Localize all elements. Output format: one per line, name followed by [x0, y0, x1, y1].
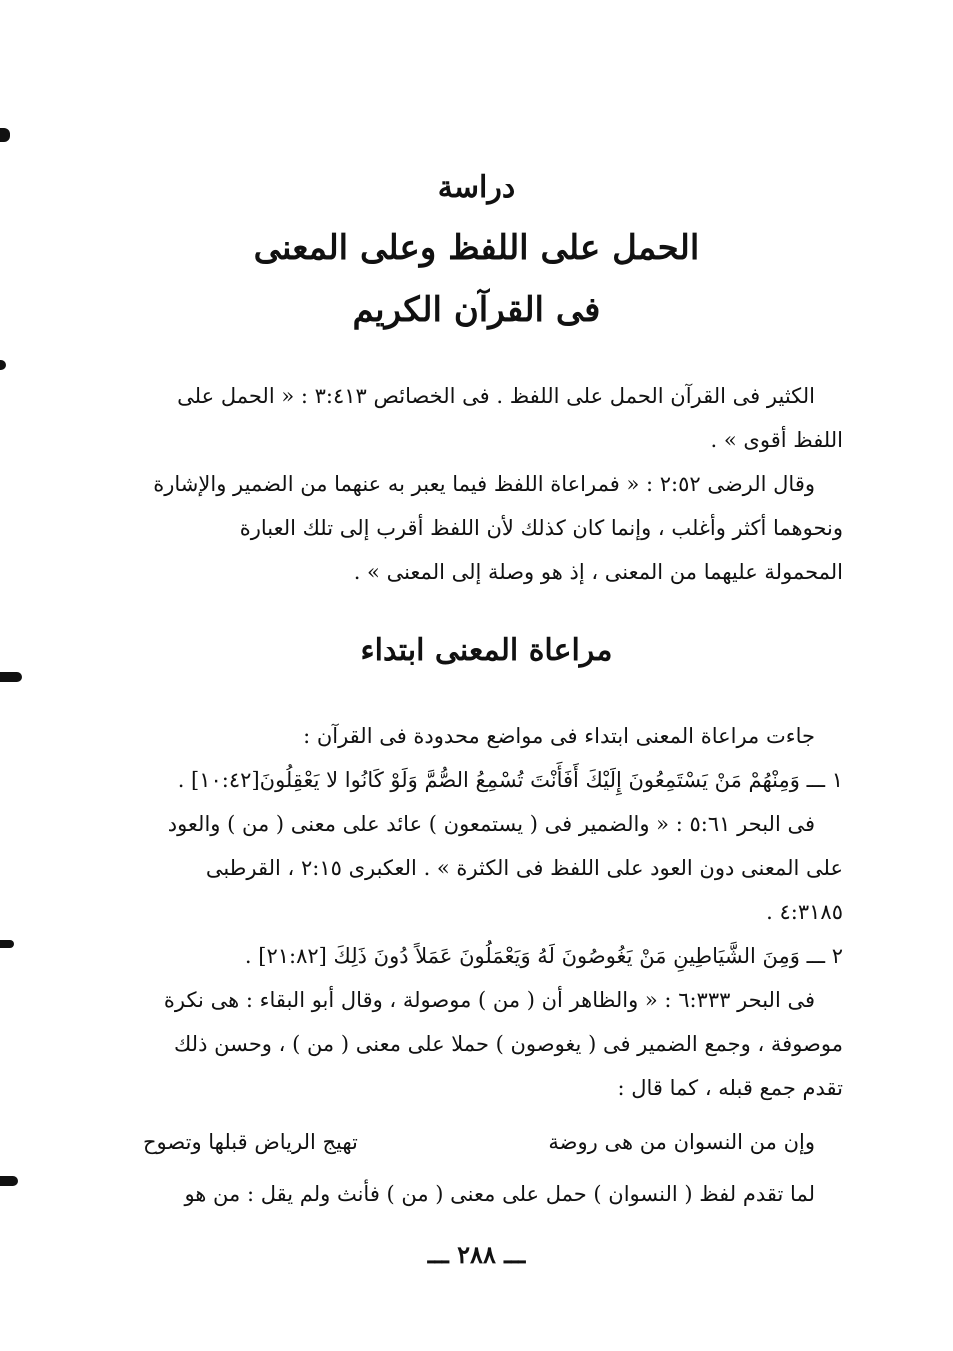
binding-mark: [0, 1176, 18, 1186]
text-line: المحمولة عليهما من المعنى ، إذ هو وصلة إلى المعنى » .: [353, 560, 843, 584]
poem-hemistich-first: وإن من النسوان من هى روضة: [548, 1130, 815, 1154]
quran-verse: ٢ ـــ وَمِنَ الشَّيَاطِينِ مَنْ يَغُوصُونَ لَهُ وَيَعْمَلُونَ عَمَلاً دُونَ ذَلِكَ [٢١:٨٢] .: [244, 944, 843, 968]
page-number: ـــ ٢٨٨ ـــ: [427, 1240, 526, 1269]
text-line: لما تقدم لفظ ( النسوان ) حمل على معنى ( من ) فأنث ولم يقل : من هو: [184, 1182, 815, 1206]
text-line: ونحوهما أكثر وأغلب ، وإنما كان كذلك لأن اللفظ أقرب إلى تلك العبارة: [239, 516, 843, 540]
text-line: فى البحر ٥:٦١ : « والضمير فى ( يستمعون ) عائد على معنى ( من ) والعود: [167, 812, 815, 836]
quran-verse: ١ ـــ وَمِنْهُمْ مَنْ يَسْتَمِعُونَ إِلَيْكَ أَفَأَنْتَ تُسْمِعُ الصُّمَّ وَلَوْ كَانُوا لا يَعْقِلُونَ[١٠:٤٢] .: [177, 768, 843, 792]
text-line: على المعنى دون العود على اللفظ فى الكثرة » . العكبرى ٢:١٥ ، القرطبى: [205, 856, 843, 880]
binding-mark: [0, 672, 22, 682]
poem-hemistich-second: تهيج الرياض قبلها وتصوح: [143, 1130, 358, 1154]
page-title-main: الحمل على اللفظ وعلى المعنى: [253, 228, 700, 268]
text-line: ٤:٣١٨٥ .: [766, 900, 843, 924]
section-body: [118, 714, 843, 1110]
binding-mark: [0, 360, 6, 370]
closing-paragraph: [118, 1172, 843, 1216]
section-heading: مراعاة المعنى ابتداء: [360, 633, 613, 668]
binding-mark: [0, 940, 14, 948]
text-line: وقال الرضى ٢:٥٢ : « فمراعاة اللفظ فيما يعبر به عنهما من الضمير والإشارة: [153, 472, 815, 496]
text-line: جاءت مراعاة المعنى ابتداء فى مواضع محدودة فى القرآن :: [303, 724, 815, 748]
text-line: موصوفة ، وجمع الضمير فى ( يغوصون ) حملا على معنى ( من ) ، وحسن ذلك: [173, 1032, 843, 1056]
binding-mark: [0, 128, 10, 142]
intro-paragraph: [118, 374, 843, 594]
page-title-sub: فى القرآن الكريم: [352, 290, 601, 330]
text-line: الكثير فى القرآن الحمل على اللفظ . فى الخصائص ٣:٤١٣ : « الحمل على: [177, 384, 815, 408]
text-line: فى البحر ٦:٣٣٣ : « والظاهر أن ( من ) موصولة ، وقال أبو البقاء : هى نكرة: [163, 988, 815, 1012]
text-line: اللفظ أقوى » .: [710, 428, 843, 452]
page-title-study: دراسة: [437, 170, 516, 205]
text-line: تقدم جمع قبله ، كما قال :: [617, 1076, 843, 1100]
poem-verse: [143, 1130, 843, 1170]
